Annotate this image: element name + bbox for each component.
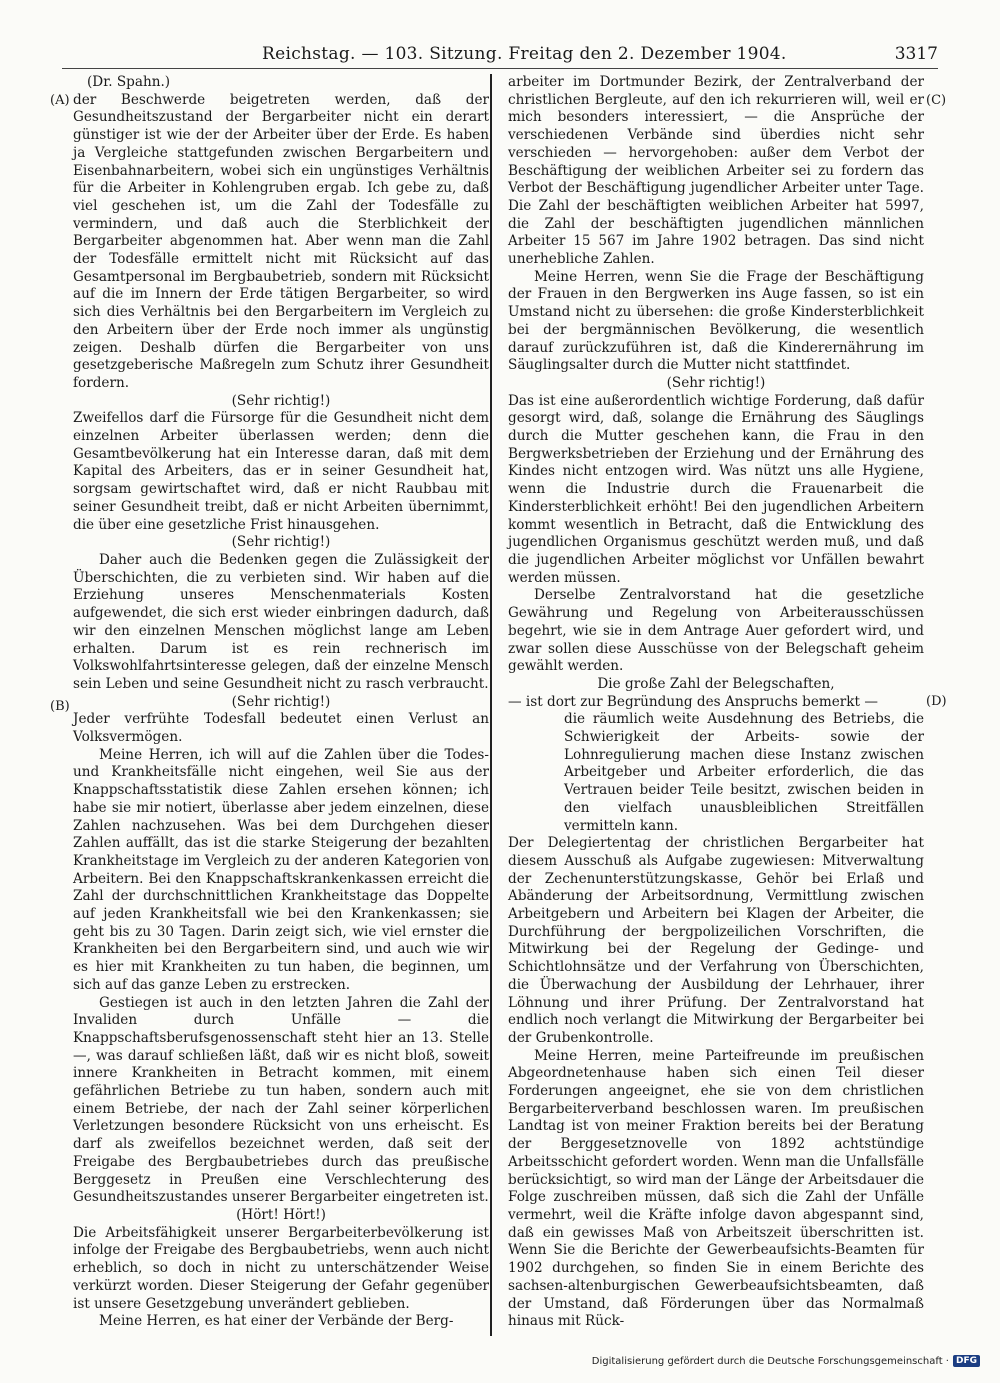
interjection: (Sehr richtig!) — [666, 374, 766, 391]
left-column — [73, 74, 489, 1331]
paragraph: Die Arbeitsfähigkeit unserer Bergarbeiterbevölkerung ist infolge der Freigabe des Bergbaubetriebs, wenn auch nicht erheblich, so doch in nicht zu unterschätzender Weise verkürzt worden. Dieser Steigerung der Gefahr gegenüber ist unsere Gesetzgebung unverändert geblieben. — [73, 1224, 489, 1312]
interjection: (Sehr richtig!) — [231, 392, 331, 409]
quote-aside: — ist dort zur Begründung des Anspruchs bemerkt — — [508, 693, 878, 710]
column-divider — [490, 74, 492, 1336]
right-column — [508, 74, 924, 1331]
paragraph: Meine Herren, ich will auf die Zahlen über die Todes- und Krankheitsfälle nicht eingehen, weil Sie aus der Knappschaftsstatistik diese Zahlen ersehen können; ich habe sie mir notiert, überlasse aber jedem einzelnen, diese Zahlen nachzusehen. Was bei dem Durchgehen dieser Zahlen auffällt, das ist die starke Steigerung der bezahlten Krankheitstage im Vergleich zu der anderen Kategorien von Arbeitern. Bei den Knappschaftskrankenkassen erreicht die Zahl der durchschnittlichen Krankheitstage das Doppelte auf jeden Krankheitsfall wie bei den Krankenkassen; sie geht bis zu 30 Tagen. Darin zeigt sich, wie viel ernster die Krankheiten bei den Bergarbeitern sind, und auch wie wir es hier mit Krankheiten zu tun haben, die beginnen, um sich auf das ganze Leben zu erstrecken. — [73, 746, 489, 993]
paragraph: Der Delegiertentag der christlichen Bergarbeiter hat diesem Ausschuß als Aufgabe zugewiesen: Mitverwaltung der Zechenunterstützungskasse, Gehör bei Erlaß und Abänderung der Arbeitsordnung, Vermittlung zwischen Arbeitgebern und Arbeitern bei Klagen der Arbeiter, die Durchführung der bergpolizeilichen Vorschriften, die Mitwirkung bei der Regelung der Gedinge- und Schichtlohnsätze und der Verfahrung von Überschichten, die Überwachung der Ausbildung der Lehrhauer, ihrer Löhnung und ihrer Prüfung. Der Zentralvorstand hat endlich noch verlangt die Mitwirkung der Bergarbeiter bei der Grubenkontrolle. — [508, 835, 924, 1046]
margin-mark-c: (C) — [926, 93, 947, 108]
interjection: (Hört! Hört!) — [236, 1207, 326, 1223]
interjection: (Sehr richtig!) — [231, 693, 331, 710]
paragraph: Das ist eine außerordentlich wichtige Forderung, daß dafür gesorgt wird, daß, solange die Ernährung des Säuglings durch die Mutter geschehen kann, die Frau in den Bergwerksbetrieben der Erziehung und der Ernährung des Kindes nicht entzogen wird. Was nützt uns alle Hygiene, wenn die Industrie durch die Frauenarbeit die Kindersterblichkeit erhöht! Bei den jugendlichen Arbeitern kommt wesentlich in Betracht, daß die Entwicklung des jugendlichen Organismus geschützt werden muß, und daß die jugendlichen Arbeiter möglichst vor Unfällen bewahrt werden müssen. — [508, 392, 924, 586]
dfg-logo: DFG — [953, 1355, 980, 1367]
margin-mark-a: (A) — [50, 93, 70, 108]
paragraph: Daher auch die Bedenken gegen die Zulässigkeit der Überschichten, die zu verbieten sind. Wir haben auf die Erziehung unseres Menschenmaterials Kosten aufgewendet, die sich erst wieder einbringen dadurch, daß wir den einzelnen Menschen möglichst lange am Leben erhalten. Darum ist es rein rechnerisch im Volkswohlfahrtsinteresse gelegen, daß der einzelne Mensch sein Leben und seine Gesundheit nicht zu rasch verbraucht. — [73, 551, 489, 692]
margin-mark-b: (B) — [50, 699, 70, 714]
page-number: 3317 — [894, 44, 938, 64]
quote-block: die räumlich weite Ausdehnung des Betriebs, die Schwierigkeit der Arbeits- sowie der Lohnregulierung machen diese Instanz zwischen Arbeitgeber und Arbeiter erforderlich, die das Vertrauen beider Teile besitzt, zwischen beiden in den vielfach unausbleiblichen Streitfällen vermitteln kann. — [564, 711, 924, 834]
paragraph: Meine Herren, es hat einer der Verbände der Berg- — [99, 1313, 454, 1330]
margin-mark-d: (D) — [926, 694, 947, 709]
paragraph: Gestiegen ist auch in den letzten Jahren die Zahl der Invaliden durch Unfälle — die Knappschaftsberufsgenossenschaft steht hier an 13. Stelle —, was darauf schließen läßt, daß wir es nicht bloß, soweit innere Krankheiten in Betracht kommen, mit einem gefährlichen Betriebe zu tun haben, sondern auch mit einem Betriebe, der nach der Zahl seiner körperlichen Verletzungen besondere Rücksicht von uns erheischt. Es darf als zweifellos bezeichnet werden, daß seit der Freigabe des Bergbaubetriebes durch das preußische Berggesetz in Preußen eine Verschlechterung des Gesundheitszustandes unserer Bergarbeiter eingetreten ist. — [73, 994, 489, 1206]
interjection: (Sehr richtig!) — [231, 534, 331, 551]
paragraph: arbeiter im Dortmunder Bezirk, der Zentralverband der christlichen Bergleute, auf den ich rekurrieren will, weil er mich besonders interessiert, — die Ansprüche der verschiedenen Verbände sind überdies nicht sehr verschieden — hervorgehoben: außer dem Verbot der Beschäftigung der weiblichen Arbeiter sei zu fordern das Verbot der Beschäftigung jugendlicher Arbeiter unter Tage. Die Zahl der beschäftigten weiblichen Arbeiter hat 5997, die Zahl der beschäftigten jugendlichen männlichen Arbeiter 15 567 im Jahre 1902 betragen. Das sind nicht unerhebliche Zahlen. — [508, 74, 924, 268]
credit-text: Digitalisierung gefördert durch die Deutsche Forschungsgemeinschaft · — [591, 1355, 949, 1367]
paragraph: Meine Herren, meine Parteifreunde im preußischen Abgeordnetenhause haben sich einen Teil dieser Forderungen angeeignet, ehe sie von dem christlichen Bergarbeiterverband beschlossen waren. Im preußischen Landtag ist von meiner Fraktion bereits bei der Beratung der Berggesetznovelle von 1892 achtstündige Arbeitsschicht gefordert worden. Wenn man die Unfallsfälle berücksichtigt, so wird man der Länge der Arbeitsdauer die Folge zuschreiben müssen, daß sich die Zahl der Unfälle vermehrt, weil die Kräfte infolge davon abgespannt sind, daß ein gewisses Maß von Arbeitszeit überschritten ist. Wenn Sie die Berichte der Gewerbeaufsichts-Beamten für 1902 durchgehen, so finden Sie in einem Berichte des sachsen-altenburgischen Gewerbeaufsichtsbeamten, daß der Umstand, daß Förderungen über das Normalmaß hinaus mit Rück- — [508, 1047, 924, 1330]
speaker-name: (Dr. Spahn.) — [87, 74, 171, 90]
paragraph: der Beschwerde beigetreten werden, daß der Gesundheitszustand der Bergarbeiter nicht ein derart günstiger ist wie der der Arbeiter über der Erde. Es haben ja Vergleiche stattgefunden zwischen Bergarbeitern und Eisenbahnarbeitern, wobei sich ein ungünstiges Verhältnis für die Arbeiter in Kohlengruben ergab. Ich gebe zu, daß viel geschehen ist, um die Zahl der Todesfälle zu vermindern, und daß auch die Sterblichkeit der Bergarbeiter abgenommen hat. Aber wenn man die Zahl der Todesfälle ermittelt nicht mit Rücksicht auf das Gesamtpersonal im Bergbaubetrieb, sondern mit Rücksicht auf die im Innern der Erde tätigen Bergarbeiter, so wird sich dies Verhältnis bei den Bergarbeitern im Vergleich zu den Arbeitern über der Erde noch immer als ungünstig zeigen. Deshalb dürfen die Bergarbeiter von uns gesetzgeberische Maßregeln zum Schutz ihrer Gesundheit fordern. — [73, 91, 489, 391]
running-head-title: Reichstag. — 103. Sitzung. Freitag den 2. Dezember 1904. — [262, 44, 787, 64]
page-header — [62, 42, 938, 69]
paragraph: Zweifellos darf die Fürsorge für die Gesundheit nicht dem einzelnen Arbeiter überlassen werden; denn die Gesamtbevölkerung hat ein Interesse daran, daß mit dem Kapital des Arbeiters, das er in seiner Gesundheit hat, sorgsam gewirtschaftet wird, daß er nicht Raubbau mit seiner Gesundheit treibt, daß er nicht Arbeiten übernimmt, die über eine gesetzliche Frist hinausgehen. — [73, 410, 489, 533]
paragraph: Meine Herren, wenn Sie die Frage der Beschäftigung der Frauen in den Bergwerken ins Auge fassen, so ist ein Umstand nicht zu übersehen: die große Kindersterblichkeit bei der bergmännischen Bevölkerung, die wesentlich darauf zurückzuführen ist, daß die Kinderernährung im Säuglingsalter durch die Mutter nicht stattfindet. — [508, 268, 924, 374]
quote-line: Die große Zahl der Belegschaften, — [597, 675, 835, 692]
digitization-credit — [592, 1355, 980, 1367]
paragraph: Derselbe Zentralvorstand hat die gesetzliche Gewährung und Regelung von Arbeiterausschüssen begehrt, wie sie in dem Antrage Auer gefordert wird, und zwar sollen diese Ausschüsse von der Belegschaft geheim gewählt werden. — [508, 587, 924, 675]
paragraph: Jeder verfrühte Todesfall bedeutet einen Verlust an Volksvermögen. — [73, 711, 489, 746]
